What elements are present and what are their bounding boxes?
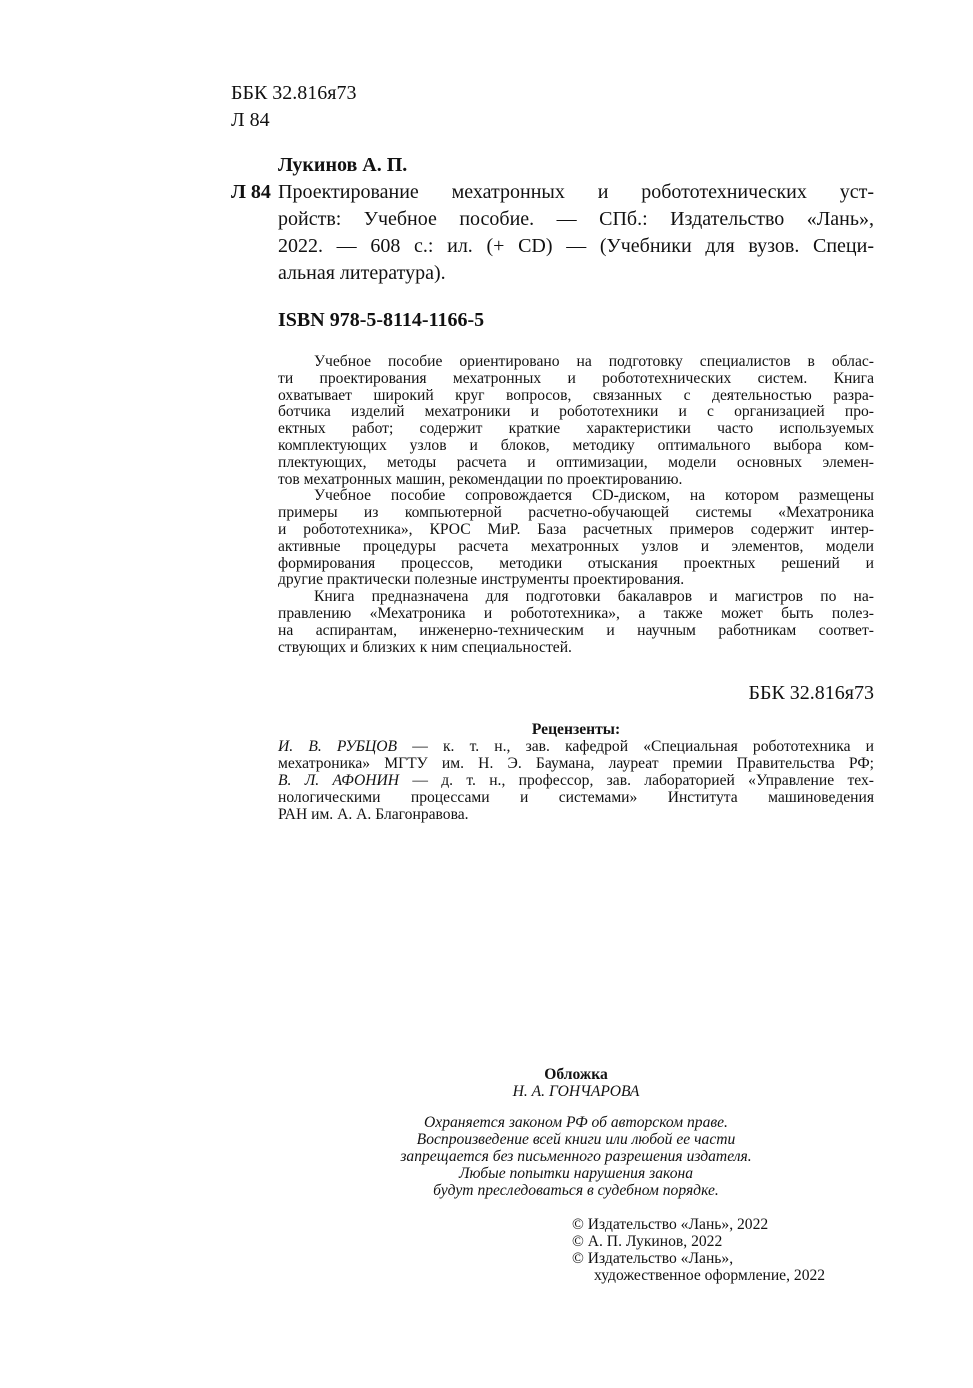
title-line: альная литература). (278, 262, 446, 284)
reviewer-line: В. Л. АФОНИН — д. т. н., профессор, зав. лабораторией «Управление тех- (278, 772, 874, 789)
annotation-line: Учебное пособие сопровождается CD-диском, на котором размещены (314, 487, 874, 505)
reviewer-line: И. В. РУБЦОВ — к. т. н., зав. кафедрой «Специальная робототехника и (278, 738, 874, 755)
notice-line: Охраняется законом РФ об авторском праве. (424, 1114, 728, 1131)
reviewer-name: В. Л. АФОНИН (278, 772, 400, 789)
title-line: ройств: Учебное пособие. — СПб.: Издательство «Лань», (278, 208, 874, 230)
author-sign-top: Л 84 (231, 109, 270, 131)
annotation-line: другие практически полезные инструменты проектирования. (278, 571, 685, 589)
annotation-line: охватывает широкий круг вопросов, связанных с деятельностью разра- (278, 386, 874, 404)
annotation-line: и робототехника», КРОС МиР. База расчетных примеров содержит интер- (278, 520, 874, 538)
reviewers-heading: Рецензенты: (531, 721, 621, 738)
author-sign-left: Л 84 (231, 181, 271, 203)
annotation-line: примеры из компьютерной расчетно-обучающей системы «Мехатроника (278, 504, 874, 522)
annotation-line: формирования процессов, методики отыскания проектных решений и (278, 554, 874, 572)
copyright-line: © А. П. Лукинов, 2022 (572, 1233, 723, 1250)
annotation-line: плектующих, методы расчета и оптимизации, модели основных элемен- (278, 453, 874, 471)
annotation-line: ектных работ; содержит краткие характеристики часто используемых (278, 420, 874, 438)
reviewer-line: РАН им. А. А. Благонравова. (278, 806, 469, 823)
annotation-line: тов мехатронных машин, рекомендации по проектированию. (278, 470, 683, 488)
copyright-block (572, 1216, 825, 1284)
title-line: 2022. — 608 с.: ил. (+ CD) — (Учебники для вузов. Специ- (278, 235, 874, 257)
annotation-line: активные процедуры расчета мехатронных узлов и элементов, модели (278, 537, 874, 555)
annotation-line: на аспирантам, инженерно-техническим и научным работникам соответ- (278, 621, 874, 639)
title-line: Проектирование мехатронных и робототехнических уст- (278, 181, 874, 203)
reviewer-name: И. В. РУБЦОВ (278, 738, 398, 755)
reviewer-line: мехатроника» МГТУ им. Н. Э. Баумана, лауреат премии Правительства РФ; (278, 755, 874, 772)
cover-credit (278, 1066, 874, 1100)
annotation-line: комплектующих узлов и блоков, методику оптимального выбора ком- (278, 436, 874, 454)
annotation-line: правлению «Мехатроника и робототехника», а также может быть полез- (278, 604, 874, 622)
notice-line: запрещается без письменного разрешения издателя. (400, 1148, 752, 1165)
bbk-header (231, 80, 357, 134)
annotation (278, 354, 874, 656)
cover-designer: Н. А. ГОНЧАРОВА (512, 1083, 640, 1100)
author-name: Лукинов А. П. (278, 154, 408, 176)
annotation-line: ти проектирования мехатронных и робототехнических систем. Книга (278, 369, 874, 387)
reviewer-line: нологическими процессами и системами» Института машиноведения (278, 789, 874, 806)
bbk-code-top: ББК 32.816я73 (231, 82, 357, 104)
notice-line: Любые попытки нарушения закона (458, 1165, 694, 1182)
reviewers-list (278, 738, 874, 823)
copyright-notice (278, 1114, 874, 1199)
notice-line: Воспроизведение всей книги или любой ее части (416, 1131, 736, 1148)
annotation-line: Книга предназначена для подготовки бакалавров и магистров по на- (314, 588, 874, 606)
bibliographic-description (278, 179, 874, 287)
annotation-line: Учебное пособие ориентировано на подготовку специалистов в облас- (314, 353, 874, 370)
annotation-line: ботчика изделий мехатроники и робототехники и с организацией про- (278, 403, 874, 421)
bbk-code-bottom: ББК 32.816я73 (748, 682, 874, 704)
notice-line: будут преследоваться в судебном порядке. (433, 1182, 719, 1199)
isbn: ISBN 978-5-8114-1166-5 (278, 309, 485, 331)
copyright-line: © Издательство «Лань», 2022 (572, 1216, 769, 1233)
copyright-line: художественное оформление, 2022 (594, 1267, 826, 1284)
copyright-line: © Издательство «Лань», (572, 1250, 734, 1267)
cover-label: Обложка (544, 1066, 608, 1083)
annotation-line: ствующих и близких к ним специальностей. (278, 638, 572, 656)
